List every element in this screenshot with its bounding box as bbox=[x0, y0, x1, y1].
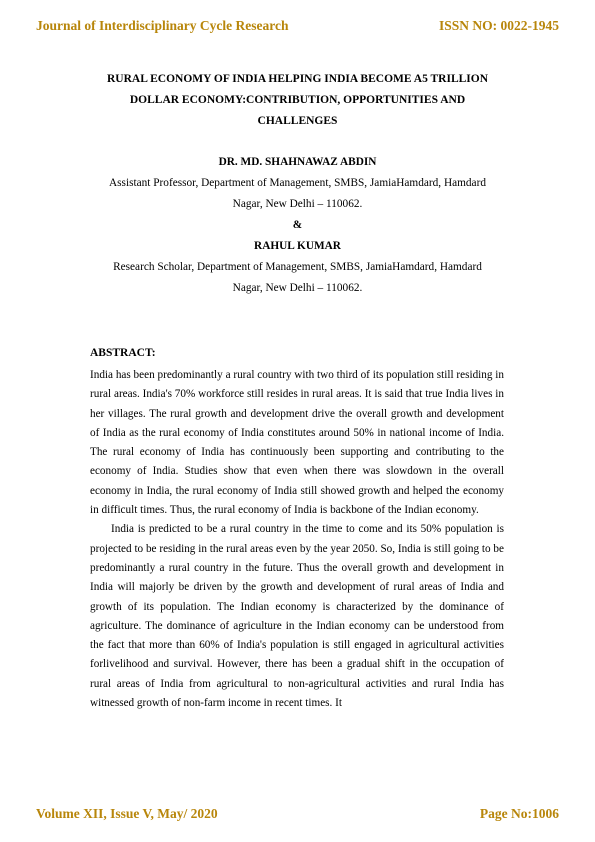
author-separator: & bbox=[292, 219, 303, 231]
author-affiliation: Nagar, New Delhi – 110062. bbox=[232, 282, 363, 294]
abstract-heading: ABSTRACT: bbox=[90, 347, 156, 359]
title-line: DOLLAR ECONOMY:CONTRIBUTION, OPPORTUNITIES AND bbox=[129, 94, 466, 106]
volume-info: Volume XII, Issue V, May/ 2020 bbox=[36, 806, 218, 821]
abstract-paragraph: India is predicted to be a rural country in the time to come and its 50% population is projected to be residing in the rural areas even by the year 2050. So, India is still going to be predominantly a rural country in the future. Thus the overall growth and development in India will majorly be driven by the growth and development of rural areas of India and growth of its population. The Indian economy is characterized by the dominance of agriculture. The dominance of agriculture in the Indian economy can be understood from the fact that more than 60% of India's population is still engaged in agricultural activities forlivelihood and survival. However, there has been a gradual shift in the occupation of rural areas of India from agricultural to non-agricultural activities and rural India has witnessed growth of non-farm income in recent times. It bbox=[90, 523, 504, 710]
author-name: DR. MD. SHAHNAWAZ ABDIN bbox=[218, 156, 377, 168]
abstract-paragraph: India has been predominantly a rural country with two third of its population still residing in rural areas. India's 70% workforce still resides in rural areas. It is said that true India lives in her villages. The rural growth and development drive the overall growth and development of India as the rural economy of India constitutes around 50% in national income of India. The rural economy of India has continuously been supporting and contributing to the economy of India. Studies show that even when there was slowdown in the overall economy in India, the rural economy of India still showed growth and helped the economy in difficult times. Thus, the rural economy of India is backbone of the Indian economy. bbox=[90, 369, 504, 517]
title-line: CHALLENGES bbox=[257, 115, 338, 127]
author-affiliation: Assistant Professor, Department of Management, SMBS, JamiaHamdard, Hamdard bbox=[109, 177, 486, 189]
author-name: RAHUL KUMAR bbox=[254, 240, 341, 252]
journal-name: Journal of Interdisciplinary Cycle Research bbox=[36, 18, 289, 33]
author-affiliation: Research Scholar, Department of Management, SMBS, JamiaHamdard, Hamdard bbox=[113, 261, 482, 273]
abstract-body bbox=[90, 366, 504, 713]
author-affiliation: Nagar, New Delhi – 110062. bbox=[232, 198, 363, 210]
title-line: RURAL ECONOMY OF INDIA HELPING INDIA BECOME A5 TRILLION bbox=[106, 73, 489, 85]
author-block bbox=[80, 152, 515, 299]
page-number: Page No:1006 bbox=[479, 806, 559, 821]
paper-title bbox=[80, 69, 515, 132]
issn-number: ISSN NO: 0022-1945 bbox=[438, 18, 559, 33]
